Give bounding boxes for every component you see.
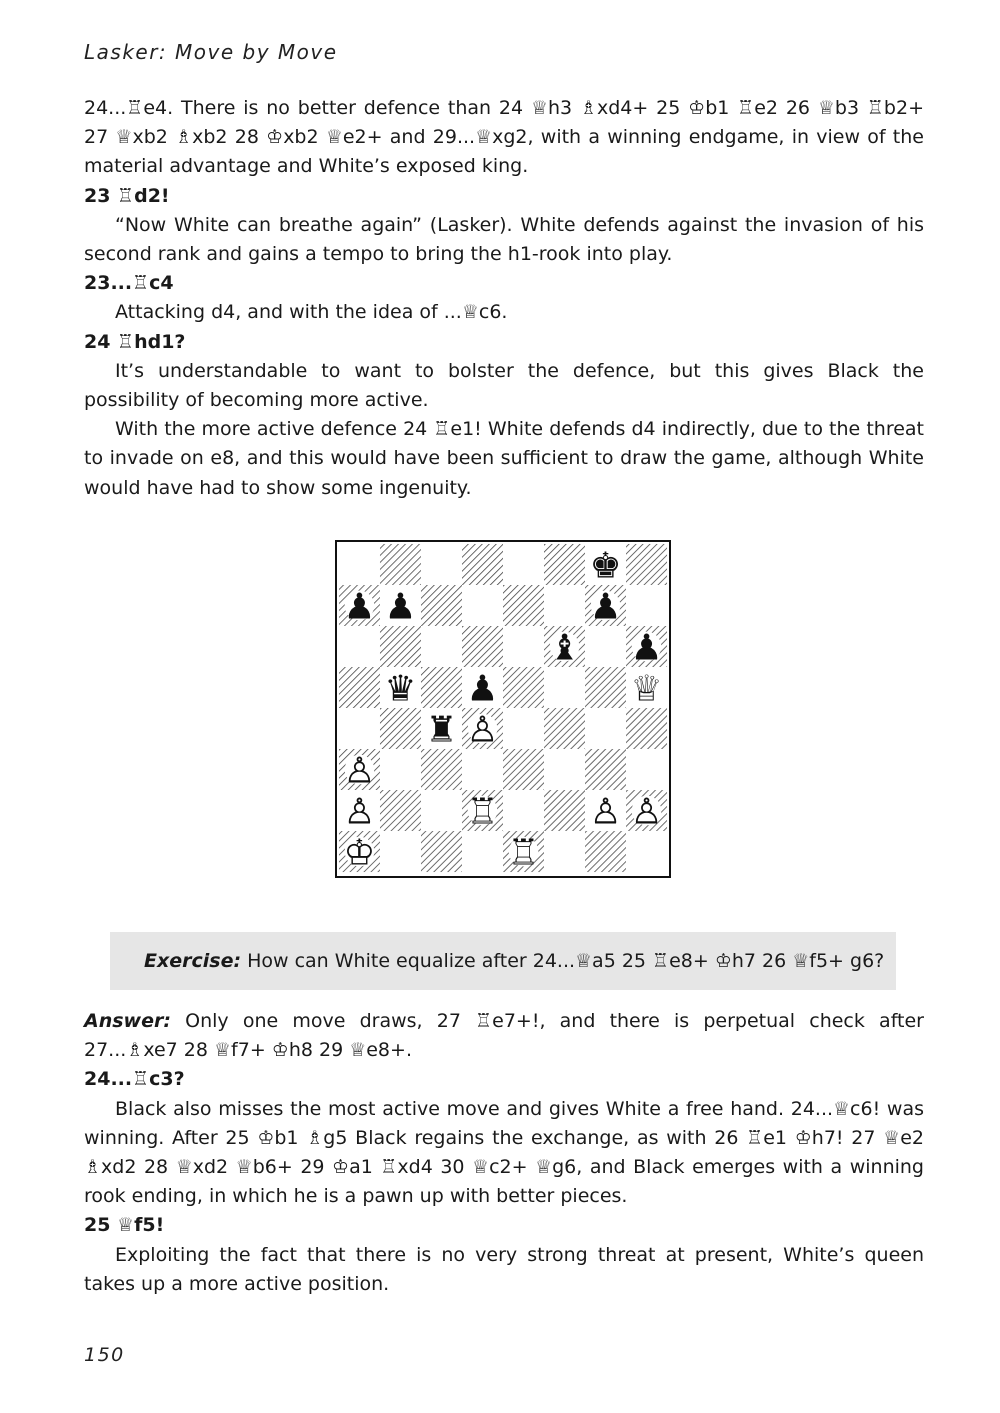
white-rook-icon: ♖ <box>507 832 540 874</box>
black-pawn-icon: ♟ <box>630 627 663 669</box>
board-square <box>339 667 380 708</box>
white-pawn-icon: ♙ <box>589 791 622 833</box>
board-square <box>585 749 626 790</box>
board-square <box>585 667 626 708</box>
commentary-paragraph: Attacking d4, and with the idea of ...♕c6. <box>115 301 508 324</box>
white-rook-icon: ♖ <box>466 791 499 833</box>
board-square <box>421 585 462 626</box>
move-heading: 24 ♖hd1? <box>84 330 186 353</box>
board-square <box>503 544 544 585</box>
move-heading: 23...♖c4 <box>84 272 174 295</box>
board-square <box>585 626 626 667</box>
commentary-paragraph: Black also misses the most active move and gives White a free hand. 24...♕c6! was winning. After 25 ♔b1 ♗g5 Black regains the exchange, as with 26 ♖e1 ♔h7! 27 ♕e2 ♗xd2 28 ♕xd2 ♕b6+ 29 ♔a1 ♖xd4 30 ♕c2+ ♕g6, and Black emerges with a winning rook ending, in which he is a pawn up with better pieces. <box>84 1097 924 1208</box>
board-square <box>421 749 462 790</box>
white-pawn-icon: ♙ <box>466 709 499 751</box>
board-square <box>339 708 380 749</box>
board-square <box>462 585 503 626</box>
white-pawn-icon: ♙ <box>343 791 376 833</box>
board-square <box>380 708 421 749</box>
answer-paragraph <box>84 1007 924 1065</box>
black-pawn-icon: ♟ <box>466 668 499 710</box>
board-square <box>421 831 462 872</box>
board-square <box>544 544 585 585</box>
board-square <box>380 544 421 585</box>
board-square <box>421 626 462 667</box>
board-square <box>462 544 503 585</box>
commentary-block-bottom <box>84 1007 924 1299</box>
exercise-text: How can White equalize after 24...♕a5 25 ♖e8+ ♔h7 26 ♕f5+ g6? <box>241 950 885 972</box>
board-square <box>544 831 585 872</box>
board-square <box>503 790 544 831</box>
answer-label: Answer: <box>84 1010 171 1032</box>
running-head: Lasker: Move by Move <box>84 40 338 64</box>
board-square <box>380 749 421 790</box>
black-rook-icon: ♜ <box>425 709 458 751</box>
board-square <box>421 667 462 708</box>
white-pawn-icon: ♙ <box>343 750 376 792</box>
move-heading: 24...♖c3? <box>84 1068 185 1091</box>
commentary-paragraph: Exploiting the fact that there is no very strong threat at present, White’s queen takes up a more active position. <box>84 1243 924 1295</box>
move-heading: 23 ♖d2! <box>84 184 170 207</box>
exercise-label: Exercise: <box>144 950 242 972</box>
board-square <box>339 544 380 585</box>
answer-text: Only one move draws, 27 ♖e7+!, and there is perpetual check after 27...♗xe7 28 ♕f7+ ♔h8 29 ♕e8+. <box>84 1010 924 1062</box>
board-square <box>339 626 380 667</box>
commentary-paragraph: “Now White can breathe again” (Lasker). White defends against the invasion of his second rank and gains a tempo to bring the h1-rook into play. <box>84 213 924 266</box>
commentary-paragraph: 24...♖e4. There is no better defence than 24 ♕h3 ♗xd4+ 25 ♔b1 ♖e2 26 ♕b3 ♖b2+ 27 ♕xb2 ♗xb2 28 ♔xb2 ♕e2+ and 29...♕xg2, with a winning endgame, in view of the material advantage and White’s exposed king. <box>84 97 924 178</box>
board-square <box>380 790 421 831</box>
board-square <box>626 585 667 626</box>
chess-diagram <box>335 540 671 878</box>
black-pawn-icon: ♟ <box>589 586 622 628</box>
board-square <box>380 831 421 872</box>
move-heading: 25 ♕f5! <box>84 1214 165 1237</box>
board-square <box>544 667 585 708</box>
exercise-box <box>110 932 896 990</box>
board-square <box>503 708 544 749</box>
board-square <box>503 585 544 626</box>
board-square <box>585 708 626 749</box>
board-square <box>462 749 503 790</box>
board-square <box>380 626 421 667</box>
commentary-paragraph: With the more active defence 24 ♖e1! White defends d4 indirectly, due to the threat to invade on e8, and this would have been sufficient to draw the game, although White would have had to show some ingenuity. <box>84 418 924 499</box>
black-pawn-icon: ♟ <box>343 586 376 628</box>
board-square <box>462 831 503 872</box>
black-king-icon: ♚ <box>589 545 622 587</box>
board-square <box>503 749 544 790</box>
board-square <box>544 749 585 790</box>
board-square <box>544 585 585 626</box>
board-square <box>421 544 462 585</box>
black-pawn-icon: ♟ <box>384 586 417 628</box>
black-queen-icon: ♛ <box>384 668 417 710</box>
chess-board <box>335 540 671 878</box>
black-bishop-icon: ♝ <box>548 627 581 669</box>
commentary-paragraph: It’s understandable to want to bolster the defence, but this gives Black the possibility of becoming more active. <box>84 359 924 412</box>
page-number: 150 <box>84 1344 125 1366</box>
board-square <box>503 626 544 667</box>
board-square <box>503 667 544 708</box>
board-square <box>626 708 667 749</box>
board-square <box>626 749 667 790</box>
board-square <box>462 626 503 667</box>
board-square <box>626 544 667 585</box>
commentary-block-top <box>84 94 924 503</box>
board-square <box>544 790 585 831</box>
white-king-icon: ♔ <box>343 832 376 874</box>
white-queen-icon: ♕ <box>630 668 663 710</box>
board-square <box>585 831 626 872</box>
board-square <box>544 708 585 749</box>
board-square <box>421 790 462 831</box>
white-pawn-icon: ♙ <box>630 791 663 833</box>
board-square <box>626 831 667 872</box>
